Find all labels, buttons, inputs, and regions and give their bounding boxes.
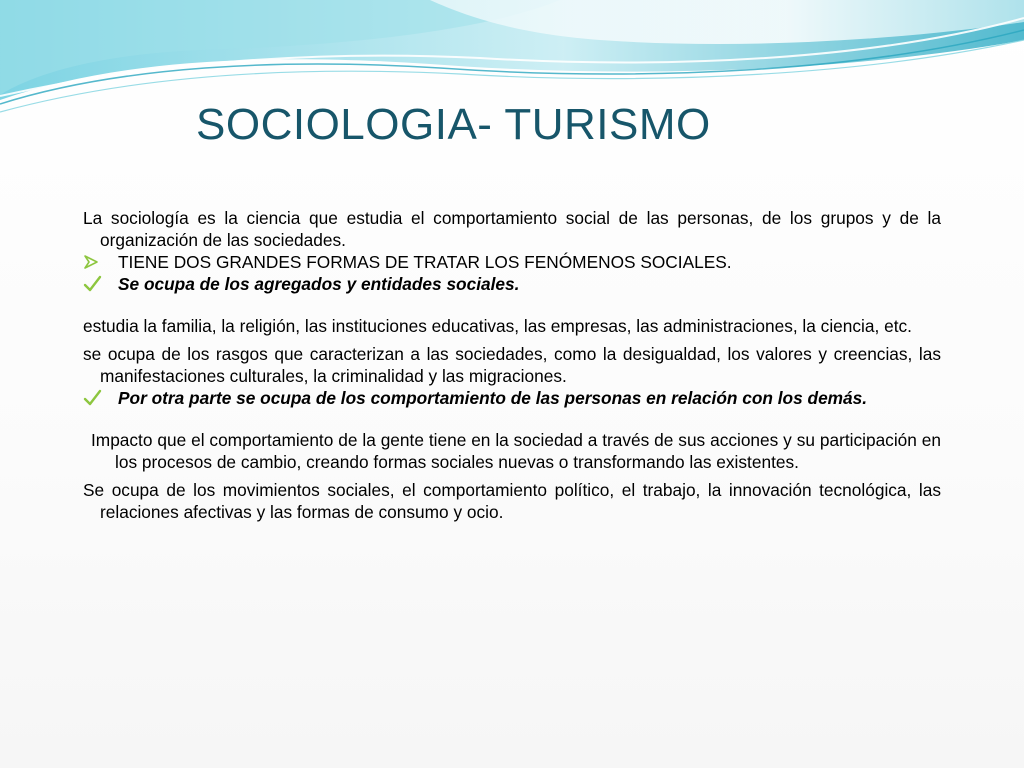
intro-paragraph: La sociología es la ciencia que estudia el comportamiento social de las personas, de los grupos y de la organización de las sociedades. (83, 208, 941, 250)
check-bullet-text-2: Por otra parte se ocupa de los comportamiento de las personas en relación con los demás. (118, 388, 868, 408)
rasgos-paragraph: se ocupa de los rasgos que caracterizan a las sociedades, como la desigualdad, los valores y creencias, las manifestaciones culturales, la criminalidad y las migraciones. (83, 344, 941, 386)
check-bullet-item-2 (83, 387, 941, 409)
check-bullet-text-1: Se ocupa de los agregados y entidades sociales. (118, 274, 520, 294)
arrow-bullet-icon (83, 251, 103, 273)
slide-body (83, 207, 941, 523)
checkmark-icon (83, 273, 103, 295)
check-bullet-item-1 (83, 273, 941, 295)
impacto-paragraph: Impacto que el comportamiento de la gente tiene en la sociedad a través de sus acciones y su participación en los procesos de cambio, creando formas sociales nuevas o transformando las existentes. (91, 430, 941, 472)
movimientos-paragraph: Se ocupa de los movimientos sociales, el comportamiento político, el trabajo, la innovación tecnológica, las relaciones afectivas y las formas de consumo y ocio. (83, 480, 941, 522)
slide-title: SOCIOLOGIA- TURISMO (196, 100, 711, 149)
estudia-paragraph: estudia la familia, la religión, las instituciones educativas, las empresas, las administraciones, la ciencia, etc. (83, 316, 912, 336)
arrow-bullet-text: TIENE DOS GRANDES FORMAS DE TRATAR LOS FENÓMENOS SOCIALES. (118, 252, 732, 272)
arrow-bullet-item (83, 251, 941, 273)
checkmark-icon (83, 387, 103, 409)
